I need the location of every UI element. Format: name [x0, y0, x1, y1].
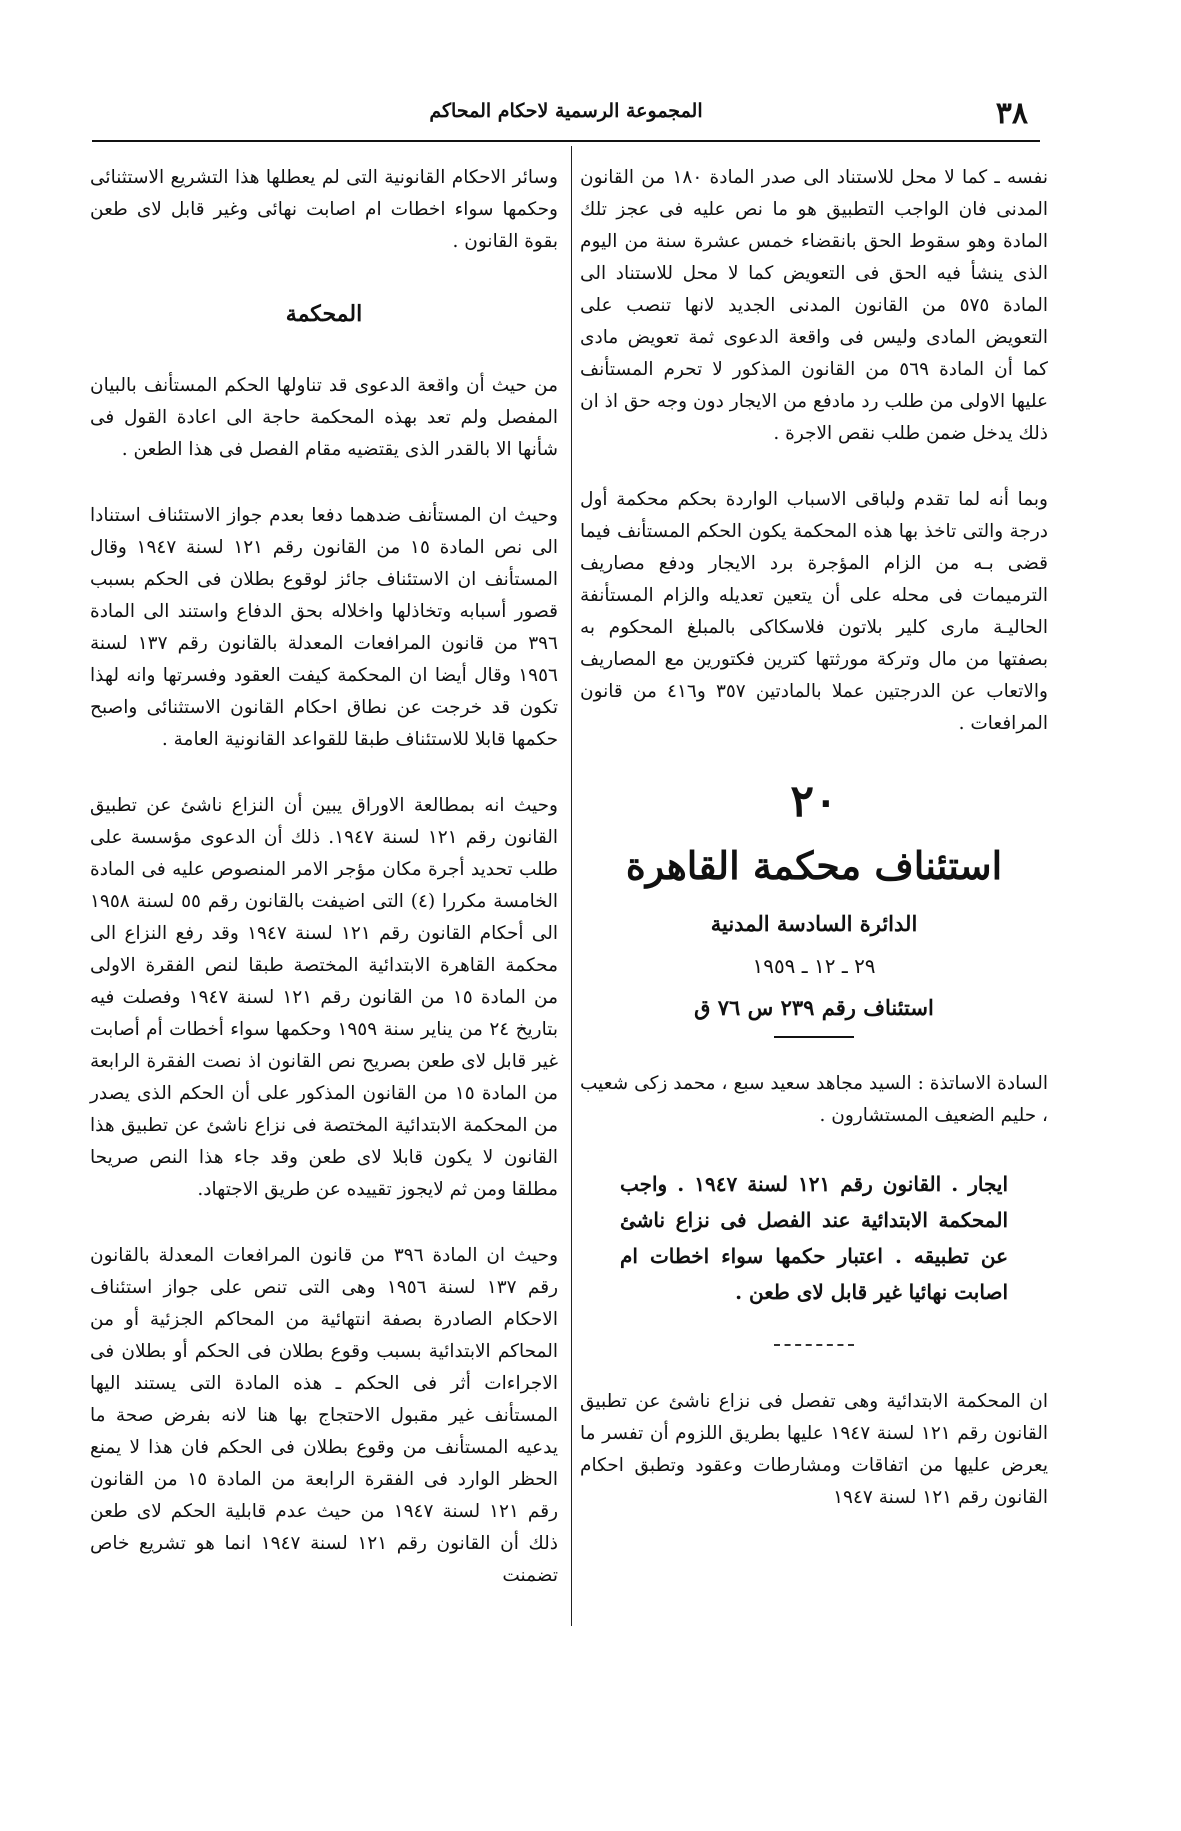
header-rule — [92, 140, 1040, 142]
appeal-reference: استئناف رقم ٢٣٩ س ٧٦ ق — [694, 995, 934, 1020]
paragraph: وحيث ان المادة ٣٩٦ من قانون المرافعات المعدلة بالقانون رقم ١٣٧ لسنة ١٩٥٦ وهى التى تنص على جواز استئناف الاحكام الصادرة بصفة انتهائية من المحاكم الجزئية أو من المحاكم الابتدائية بسبب وقوع بطلان فى الحكم أو بطلان فى الاجراءات أثر فى الحكم ـ هذه المادة التى يستند اليها المستأنف غير مقبول الاحتجاج بها هنا لانه بفرض صحة ما يدعيه المستأنف من وقوع بطلان فى الحكم فان هذا لا يمنع الحظر الوارد فى الفقرة الرابعة من المادة ١٥ من القانون رقم ١٢١ لسنة ١٩٤٧ من حيث عدم قابلية الحكم لاى طعن ذلك أن القانون رقم ١٢١ لسنة ١٩٤٧ انما هو تشريع خاص تضمنت — [90, 1245, 558, 1586]
paragraph: وسائر الاحكام القانونية التى لم يعطلها هذا التشريع الاستثنائى وحكمها سواء اخطات ام اصابت نهائى وغير قابل لاى طعن بقوة القانون . — [90, 167, 558, 252]
court-circuit: الدائرة السادسة المدنية — [710, 911, 918, 936]
paragraph: ان المحكمة الابتدائية وهى تفصل فى نزاع ناشئ عن تطبيق القانون رقم ١٢١ لسنة ١٩٤٧ عليها بطريق اللزوم أن تفسر ما يعرض عليها من اتفاقات ومشارطات وعقود وتطبق احكام القانون رقم ١٢١ لسنة ١٩٤٧ — [580, 1391, 1048, 1508]
decision-date: ٢٩ ـ ١٢ ـ ١٩٥٩ — [752, 954, 876, 978]
case-header — [580, 774, 1048, 1038]
page-number: ٣٨ — [995, 96, 1028, 131]
judges-list: السادة الاساتذة : السيد مجاهد سعيد سبع ، محمد زكى شعيب ، حليم الضعيف المستشارون . — [580, 1073, 1048, 1126]
right-column — [580, 162, 1048, 1548]
paragraph: وحيث انه بمطالعة الاوراق يبين أن النزاع ناشئ عن تطبيق القانون رقم ١٢١ لسنة ١٩٤٧. ذلك أن الدعوى مؤسسة على طلب تحديد أجرة مكان مؤجر الامر المنصوص عليه فى المادة الخامسة مكررا (٤) التى اضيفت بالقانون رقم ٥٥ لسنة ١٩٥٨ الى أحكام القانون رقم ١٢١ لسنة ١٩٤٧ وقد رفع النزاع الى محكمة القاهرة الابتدائية المختصة طبقا لنص الفقرة الاولى من المادة ١٥ من القانون رقم ١٢١ لسنة ١٩٤٧ وفصلت فيه بتاريخ ٢٤ من يناير سنة ١٩٥٩ وحكمها سواء أخطات أم أصابت غير قابل لاى طعن بصريح نص القانون اذ نصت الفقرة الرابعة من المادة ١٥ من القانون المذكور على أن الحكم الذى يصدر من المحكمة الابتدائية المختصة فى نزاع ناشئ عن تطبيق هذا القانون لا يكون قابلا لاى طعن وقد جاء هذا النص صريحا مطلقا ومن ثم لايجوز تقييده عن طريق الاجتهاد. — [90, 795, 559, 1200]
headnote: ايجار . القانون رقم ١٢١ لسنة ١٩٤٧ . واجب المحكمة الابتدائية عند الفصل فى نزاع ناشئ عن تطبيقه . اعتبار حكمها سواء اخطات ام اصابت نهائيا غير قابل لاى طعن . — [620, 1172, 1009, 1304]
paragraph: من حيث أن واقعة الدعوى قد تناولها الحكم المستأنف بالبيان المفصل ولم تعد بهذه المحكمة حاجة الى اعادة القول فى شأنها الا بالقدر الذى يقتضيه مقام الفصل فى هذا الطعن . — [90, 375, 558, 460]
divider — [774, 1036, 854, 1038]
paragraph: وبما أنه لما تقدم ولباقى الاسباب الواردة بحكم محكمة أول درجة والتى تاخذ بها هذه المحكمة يكون الحكم المستأنف فيما قضى بـه من الزام المؤجرة برد الايجار ودفع مصاريف الترميمات فى محله على أن يتعين تعديله والزام المستأنفة الحاليـة مارى كلير بلاتون فلاسكاكى بالمبلغ المحكوم به بصفتها من مال وتركة مورثتها كترين فكتورين مع المصاريف والاتعاب عن الدرجتين عملا بالمادتين ٣٥٧ و٤١٦ من قانون المرافعات . — [580, 489, 1048, 734]
dashed-divider — [774, 1344, 854, 1346]
paragraph: وحيث ان المستأنف ضدهما دفعا بعدم جواز الاستئناف استنادا الى نص المادة ١٥ من القانون رقم ١٢١ لسنة ١٩٤٧ وقال المستأنف ان الاستئناف جائز لوقوع بطلان فى الحكم بسبب قصور أسبابه وتخاذلها واخلاله بحق الدفاع واستند الى المادة ٣٩٦ من قانون المرافعات المعدلة بالقانون رقم ١٣٧ لسنة ١٩٥٦ وقال أيضا ان المحكمة كيفت العقود وفسرتها وانه لهذا تكون قد خرجت عن نطاق احكام القانون الاستثنائى واصبح حكمها قابلا للاستئناف طبقا للقواعد القانونية العامة . — [90, 505, 558, 750]
paragraph: نفسه ـ كما لا محل للاستناد الى صدر المادة ١٨٠ من القانون المدنى فان الواجب التطبيق هو ما نص عليه فى عجز تلك المادة وهو سقوط الحق بانقضاء خمس عشرة سنة من اليوم الذى ينشأ فيه الحق فى التعويض كما لا محل للاستناد الى المادة ٥٧٥ من القانون المدنى الجديد لانها تنصب على التعويض المادى وليس فى واقعة الدعوى ثمة تعويض مادى كما أن المادة ٥٦٩ من القانون المذكور لا تحرم المستأنف عليها الاولى من طلب رد مادفع من الايجار دون وجه حق اذ ان ذلك يدخل ضمن طلب نقص الاجرة . — [580, 167, 1048, 444]
section-heading: المحكمة — [285, 301, 363, 327]
running-title: المجموعة الرسمية لاحكام المحاكم — [429, 100, 703, 122]
page-header — [96, 96, 1036, 136]
left-column — [90, 162, 558, 1626]
court-name: استئناف محكمة القاهرة — [625, 843, 1003, 888]
case-number: ٢٠ — [790, 776, 838, 827]
column-divider — [571, 146, 572, 1626]
